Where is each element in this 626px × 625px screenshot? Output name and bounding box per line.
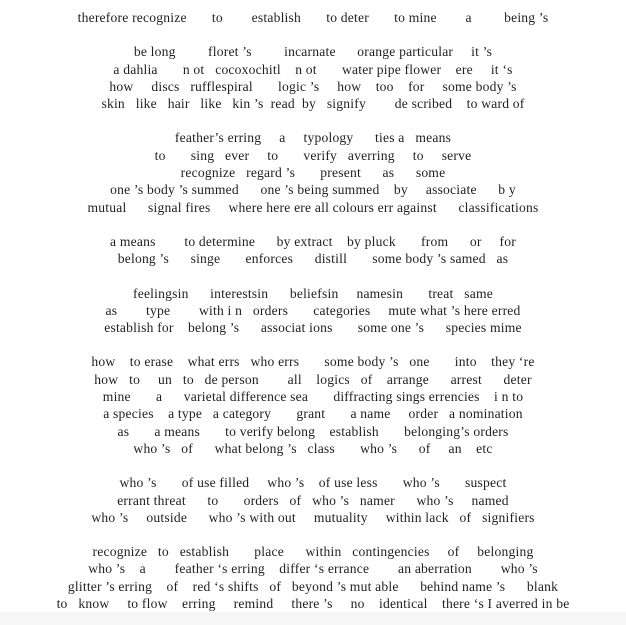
poem-line: establish for belong ’s associat ions some one ’s species mime bbox=[104, 320, 522, 336]
poem-line: glitter ’s erring of red ‘s shifts of beyond ’s mut able behind name ’s blank bbox=[67, 578, 559, 594]
stanza bbox=[0, 43, 626, 112]
stanza bbox=[0, 353, 626, 457]
stanza bbox=[0, 233, 626, 268]
poem-line: who ’s outside who ’s with out mutuality within lack of signifiers bbox=[91, 509, 535, 525]
poem-line: recognize regard ’s present as some bbox=[180, 165, 446, 181]
poem-line: a species a type a category grant a name order a nomination bbox=[103, 406, 523, 422]
poem-line: skin like hair like kin ’s read by signify de scribed to ward of bbox=[101, 96, 525, 112]
poem-line: a means to determine by extract by pluck from or for bbox=[110, 233, 516, 249]
poem-line: who ’s a feather ‘s erring differ ‘s errance an aberration who ’s bbox=[88, 561, 538, 577]
page-bottom-band bbox=[0, 612, 626, 625]
poem-line: as type with i n orders categories mute what ’s here erred bbox=[105, 302, 521, 318]
poem-line: feelingsin interestsin beliefsin namesin treat same bbox=[132, 285, 494, 301]
poem-line: as a means to verify belong establish belonging’s orders bbox=[117, 423, 509, 439]
poem-line: who ’s of what belong ’s class who ’s of an etc bbox=[133, 440, 493, 456]
stanza bbox=[0, 129, 626, 215]
stanza bbox=[0, 543, 626, 612]
stanza bbox=[0, 474, 626, 526]
poem-line: mine a varietal difference sea diffracting sings errencies i n to bbox=[102, 389, 524, 405]
poem bbox=[0, 9, 626, 612]
stanza bbox=[0, 285, 626, 337]
stanza bbox=[0, 9, 626, 26]
poem-line: to know to flow erring remind there ’s no identical there ‘s I averred in be bbox=[56, 596, 570, 612]
poem-line: errant threat to orders of who ’s namer who ’s named bbox=[117, 492, 509, 508]
poem-line: how discs rufflespiral logic ’s how too for some body ’s bbox=[109, 78, 517, 94]
poem-line: mutual signal fires where here ere all colours err against classifications bbox=[87, 199, 539, 215]
poem-line: be long floret ’s incarnate orange particular it ’s bbox=[133, 44, 493, 60]
poem-line: a dahlia n ot cocoxochitl n ot water pipe flower ere it ‘s bbox=[113, 61, 513, 77]
poem-line: to sing ever to verify averring to serve bbox=[154, 147, 472, 163]
poem-line: one ’s body ’s summed one ’s being summed by associate b y bbox=[110, 182, 516, 198]
poem-line: who ’s of use filled who ’s of use less who ’s suspect bbox=[119, 475, 507, 491]
poem-line: belong ’s singe enforces distill some body ’s samed as bbox=[117, 251, 509, 267]
poem-line: how to erase what errs who errs some body ’s one into they ‘re bbox=[91, 354, 535, 370]
poem-line: recognize to establish place within contingencies of belonging bbox=[92, 544, 534, 560]
poem-line: how to un to de person all logics of arrange arrest deter bbox=[94, 371, 532, 387]
poem-line: feather’s erring a typology ties a means bbox=[174, 130, 452, 146]
poem-line: therefore recognize to establish to deter to mine a being ’s bbox=[77, 10, 549, 25]
